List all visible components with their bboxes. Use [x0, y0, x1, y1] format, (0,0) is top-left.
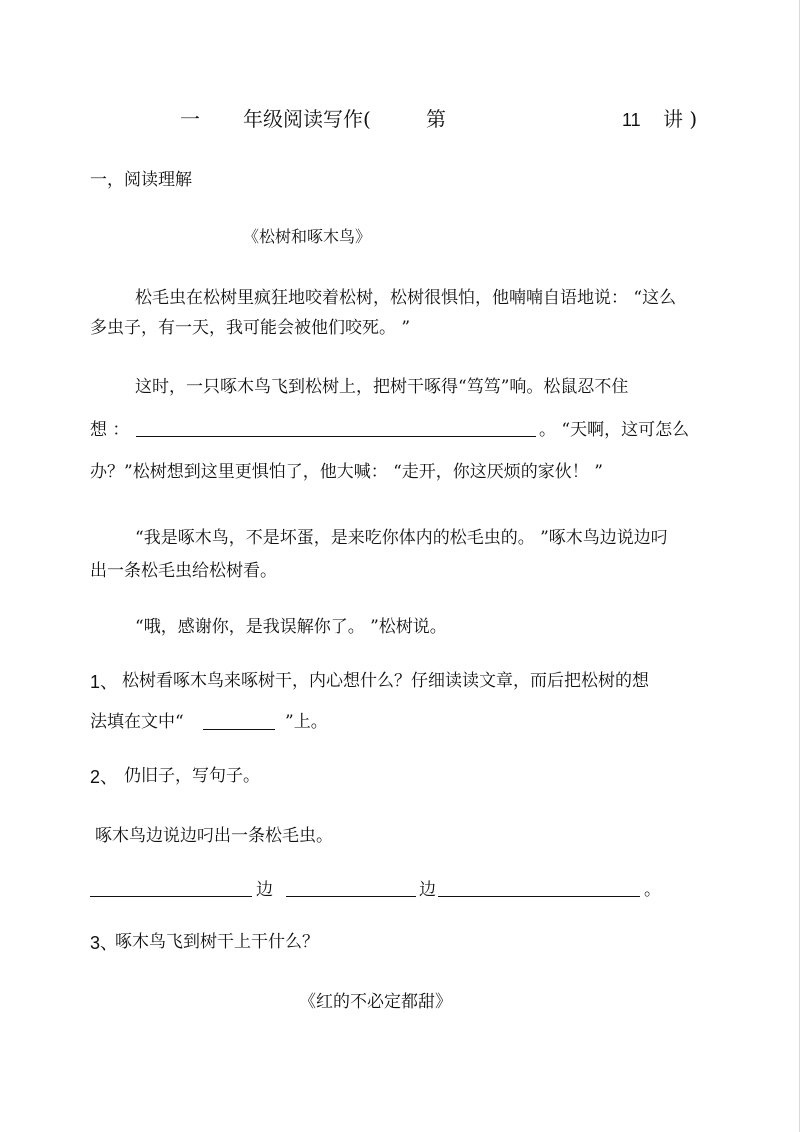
question2-fill-end: 。: [644, 880, 661, 900]
story1-p2-line3: 办？”松树想到这里更惧怕了，他大喊： “走开，你这厌烦的家伙！ ”: [90, 462, 603, 482]
question3-text: 啄木鸟飞到树干上干什么？: [115, 932, 319, 952]
title-lesson-number: 11: [622, 110, 641, 130]
question3-number: 3、: [90, 933, 119, 953]
story1-p3-line2: 出一条松毛虫给松树看。: [90, 561, 277, 581]
answer-blank-q1[interactable]: [203, 729, 275, 730]
section-heading-reading: 一，阅读理解: [90, 170, 192, 190]
question2-number: 2、: [90, 767, 119, 787]
answer-blank-q2-part1[interactable]: [90, 896, 252, 897]
title-part1: 一: [180, 107, 200, 131]
story1-p2-line2-end: 。 “天啊，这可怎么: [539, 420, 690, 440]
title-part2: 年级阅读写作(: [243, 107, 371, 131]
story1-p3-line1: “我是啄木鸟，不是坏蛋，是来吃你体内的松毛虫的。 ”啄木鸟边说边叼: [135, 528, 668, 548]
answer-blank-squirrel-thought[interactable]: [136, 436, 536, 437]
story1-p1-line2: 多虫子，有一天，我可能会被他们咬死。 ”: [90, 318, 411, 338]
answer-blank-q2-part3[interactable]: [438, 896, 640, 897]
question1-line1: 松树看啄木鸟来啄树干，内心想什么？仔细读读文章，而后把松树的想: [122, 671, 649, 691]
story1-p2-line1: 这时，一只啄木鸟飞到松树上，把树干啄得“笃笃”响。松鼠忍不住: [135, 377, 629, 397]
title-part4: 讲 ): [663, 107, 698, 131]
question2-example-sentence: 啄木鸟边说边叼出一条松毛虫。: [95, 826, 333, 846]
question2-fill-word2: 边: [419, 880, 436, 900]
question1-line2-start: 法填在文中“: [90, 712, 184, 732]
title-part3: 第: [426, 107, 446, 131]
story2-title: 《红的不必定都甜》: [299, 992, 452, 1012]
story1-title: 《松树和啄木鸟》: [243, 227, 372, 246]
question2-fill-word1: 边: [256, 880, 273, 900]
question1-number: 1、: [90, 672, 119, 692]
story1-p2-line2-start: 想 ：: [90, 420, 130, 440]
story1-p1-line1: 松毛虫在松树里疯狂地咬着松树，松树很惧怕，他喃喃自语地说： “这么: [135, 288, 677, 308]
question1-line2-end: ”上。: [285, 712, 328, 732]
question2-text: 仍旧子，写句子。: [124, 766, 260, 786]
answer-blank-q2-part2[interactable]: [286, 896, 416, 897]
story1-p4-line1: “哦，感谢你，是我误解你了。 ”松树说。: [135, 617, 447, 637]
